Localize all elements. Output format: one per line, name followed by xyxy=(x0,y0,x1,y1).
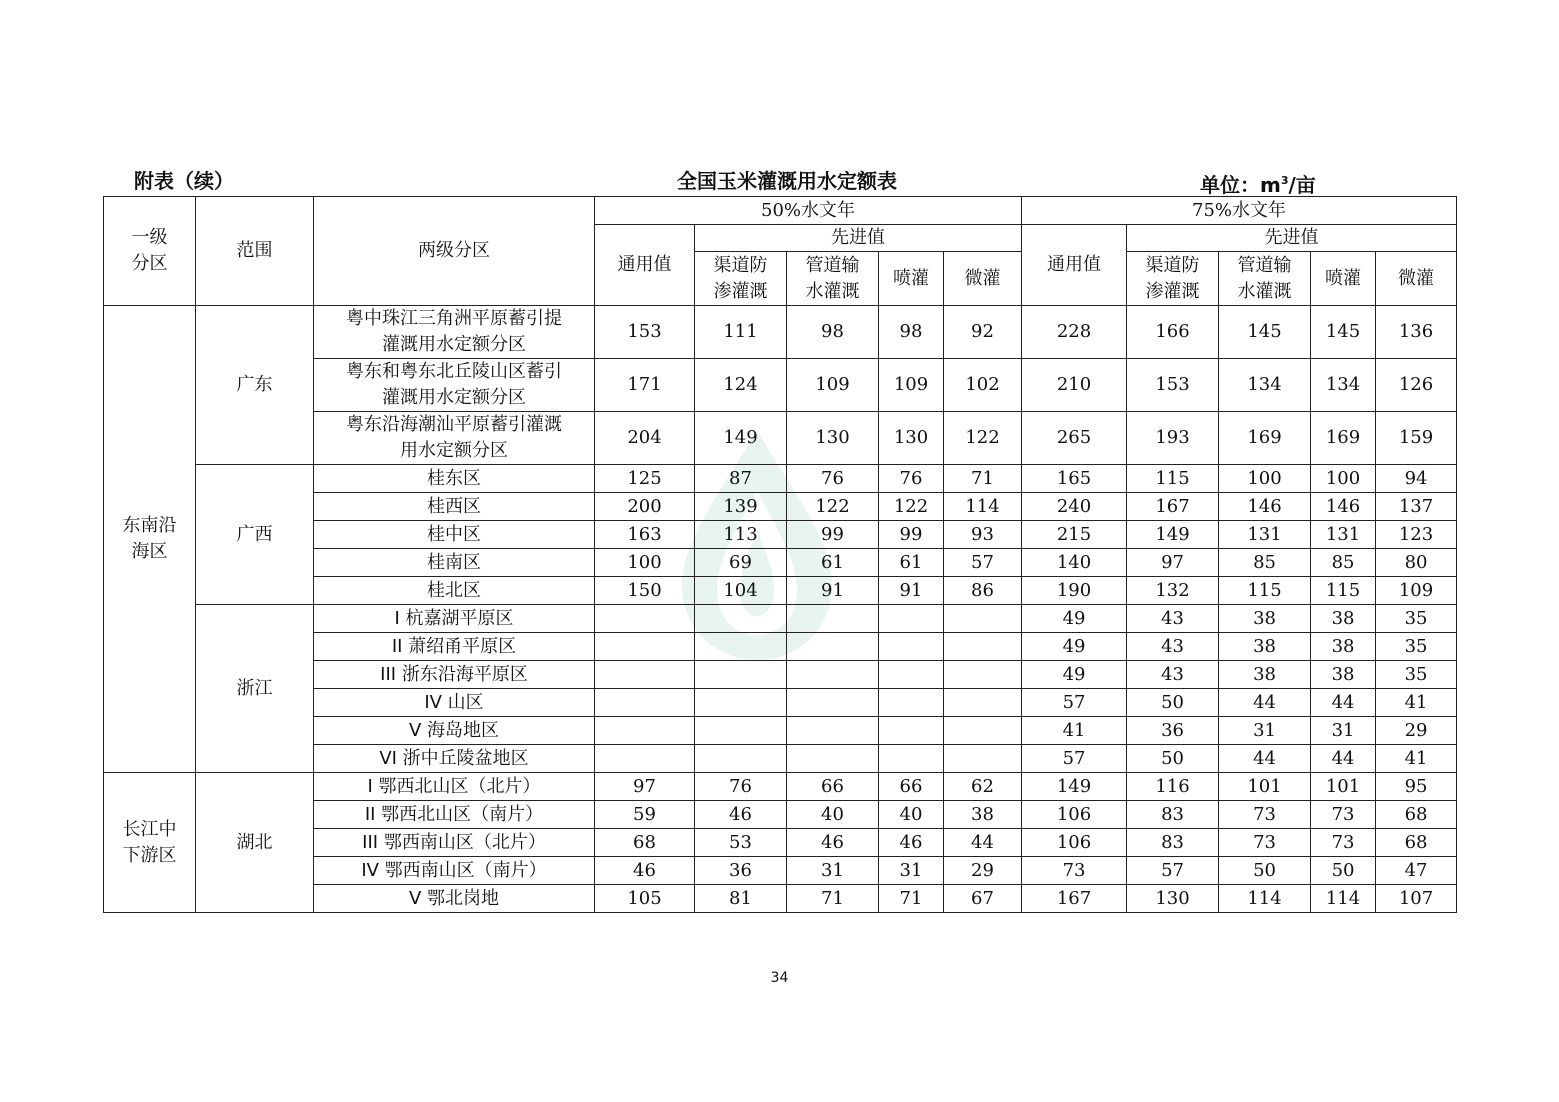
header-general-75: 通用值 xyxy=(1022,225,1127,306)
value-pipe-75: 145 xyxy=(1219,306,1311,359)
value-sprinkler-50 xyxy=(879,633,944,661)
header-scope: 范围 xyxy=(196,197,314,306)
value-canal-50: 111 xyxy=(695,306,787,359)
value-pipe-50 xyxy=(787,633,879,661)
value-micro-75: 35 xyxy=(1376,633,1457,661)
level2-region: II 萧绍甬平原区 xyxy=(314,633,595,661)
level2-region: IV 鄂西南山区（南片） xyxy=(314,857,595,885)
level1-region: 东南沿 海区 xyxy=(104,306,196,773)
value-micro-50 xyxy=(944,689,1022,717)
value-canal-75: 50 xyxy=(1127,689,1219,717)
header-pipe-50: 管道输 水灌溉 xyxy=(787,252,879,306)
value-pipe-50 xyxy=(787,661,879,689)
value-general-75: 49 xyxy=(1022,633,1127,661)
value-pipe-75: 38 xyxy=(1219,661,1311,689)
value-pipe-50 xyxy=(787,717,879,745)
level2-region: V 鄂北岗地 xyxy=(314,885,595,913)
value-canal-50: 149 xyxy=(695,412,787,465)
level2-region: 桂南区 xyxy=(314,549,595,577)
value-canal-50 xyxy=(695,661,787,689)
value-sprinkler-50 xyxy=(879,745,944,773)
value-canal-50 xyxy=(695,633,787,661)
value-sprinkler-75: 38 xyxy=(1311,633,1376,661)
value-canal-75: 149 xyxy=(1127,521,1219,549)
value-sprinkler-50: 122 xyxy=(879,493,944,521)
value-pipe-50: 99 xyxy=(787,521,879,549)
value-canal-75: 166 xyxy=(1127,306,1219,359)
value-canal-50: 104 xyxy=(695,577,787,605)
header-group-50: 50%水文年 xyxy=(595,197,1022,225)
value-general-50: 150 xyxy=(595,577,695,605)
value-general-50 xyxy=(595,661,695,689)
value-micro-50: 38 xyxy=(944,801,1022,829)
header-advanced-75: 先进值 xyxy=(1127,225,1457,252)
table-row xyxy=(104,465,1457,493)
value-general-75: 57 xyxy=(1022,745,1127,773)
header-sprinkler-75: 喷灌 xyxy=(1311,252,1376,306)
level2-region: I 杭嘉湖平原区 xyxy=(314,605,595,633)
value-canal-75: 83 xyxy=(1127,801,1219,829)
value-micro-75: 35 xyxy=(1376,605,1457,633)
value-canal-75: 43 xyxy=(1127,605,1219,633)
value-pipe-75: 101 xyxy=(1219,773,1311,801)
value-canal-50: 46 xyxy=(695,801,787,829)
value-pipe-50: 71 xyxy=(787,885,879,913)
table-row xyxy=(104,306,1457,359)
value-sprinkler-75: 146 xyxy=(1311,493,1376,521)
value-micro-75: 136 xyxy=(1376,306,1457,359)
value-micro-75: 109 xyxy=(1376,577,1457,605)
value-sprinkler-50: 66 xyxy=(879,773,944,801)
value-canal-75: 167 xyxy=(1127,493,1219,521)
value-micro-75: 107 xyxy=(1376,885,1457,913)
value-canal-75: 130 xyxy=(1127,885,1219,913)
value-pipe-75: 73 xyxy=(1219,829,1311,857)
value-micro-50 xyxy=(944,633,1022,661)
value-sprinkler-75: 100 xyxy=(1311,465,1376,493)
value-general-75: 41 xyxy=(1022,717,1127,745)
level2-region: 桂中区 xyxy=(314,521,595,549)
value-general-75: 165 xyxy=(1022,465,1127,493)
value-pipe-50: 66 xyxy=(787,773,879,801)
table-row xyxy=(104,605,1457,633)
value-sprinkler-75: 114 xyxy=(1311,885,1376,913)
value-general-50: 46 xyxy=(595,857,695,885)
value-canal-50 xyxy=(695,717,787,745)
value-sprinkler-75: 38 xyxy=(1311,605,1376,633)
value-canal-50: 76 xyxy=(695,773,787,801)
value-sprinkler-75: 85 xyxy=(1311,549,1376,577)
value-canal-75: 97 xyxy=(1127,549,1219,577)
value-canal-50: 69 xyxy=(695,549,787,577)
value-micro-75: 137 xyxy=(1376,493,1457,521)
table-row xyxy=(104,773,1457,801)
value-micro-50: 93 xyxy=(944,521,1022,549)
value-general-75: 215 xyxy=(1022,521,1127,549)
value-sprinkler-50: 61 xyxy=(879,549,944,577)
value-pipe-75: 114 xyxy=(1219,885,1311,913)
irrigation-quota-table xyxy=(103,196,1457,913)
level2-region: IV 山区 xyxy=(314,689,595,717)
value-micro-75: 123 xyxy=(1376,521,1457,549)
level2-region: II 鄂西北山区（南片） xyxy=(314,801,595,829)
level2-region: I 鄂西北山区（北片） xyxy=(314,773,595,801)
value-canal-75: 36 xyxy=(1127,717,1219,745)
value-pipe-75: 38 xyxy=(1219,633,1311,661)
value-micro-50: 57 xyxy=(944,549,1022,577)
header-sprinkler-50: 喷灌 xyxy=(879,252,944,306)
value-general-75: 49 xyxy=(1022,661,1127,689)
value-pipe-50: 76 xyxy=(787,465,879,493)
value-sprinkler-50 xyxy=(879,689,944,717)
value-sprinkler-75: 131 xyxy=(1311,521,1376,549)
value-canal-50: 113 xyxy=(695,521,787,549)
value-micro-75: 47 xyxy=(1376,857,1457,885)
value-pipe-75: 73 xyxy=(1219,801,1311,829)
value-micro-50 xyxy=(944,661,1022,689)
table-caption-left: 附表（续） xyxy=(134,169,234,193)
value-general-75: 240 xyxy=(1022,493,1127,521)
value-general-50: 105 xyxy=(595,885,695,913)
value-general-50: 163 xyxy=(595,521,695,549)
value-sprinkler-50: 98 xyxy=(879,306,944,359)
value-micro-50: 29 xyxy=(944,857,1022,885)
value-general-50: 200 xyxy=(595,493,695,521)
value-micro-75: 126 xyxy=(1376,359,1457,412)
value-micro-75: 35 xyxy=(1376,661,1457,689)
value-canal-50: 124 xyxy=(695,359,787,412)
value-canal-75: 43 xyxy=(1127,661,1219,689)
value-pipe-75: 134 xyxy=(1219,359,1311,412)
value-sprinkler-75: 115 xyxy=(1311,577,1376,605)
value-canal-50: 87 xyxy=(695,465,787,493)
scope-cell: 湖北 xyxy=(196,773,314,913)
value-pipe-75: 31 xyxy=(1219,717,1311,745)
value-pipe-75: 38 xyxy=(1219,605,1311,633)
value-pipe-50: 109 xyxy=(787,359,879,412)
value-canal-75: 115 xyxy=(1127,465,1219,493)
value-general-50: 68 xyxy=(595,829,695,857)
header-group-75: 75%水文年 xyxy=(1022,197,1457,225)
value-canal-75: 83 xyxy=(1127,829,1219,857)
value-sprinkler-75: 38 xyxy=(1311,661,1376,689)
level2-region: 粤东和粤东北丘陵山区蓄引 灌溉用水定额分区 xyxy=(314,359,595,412)
value-general-75: 265 xyxy=(1022,412,1127,465)
value-sprinkler-75: 73 xyxy=(1311,829,1376,857)
value-pipe-75: 85 xyxy=(1219,549,1311,577)
value-general-75: 140 xyxy=(1022,549,1127,577)
value-pipe-50 xyxy=(787,689,879,717)
value-sprinkler-75: 44 xyxy=(1311,689,1376,717)
header-canal-75: 渠道防 渗灌溉 xyxy=(1127,252,1219,306)
value-pipe-75: 50 xyxy=(1219,857,1311,885)
value-pipe-50: 130 xyxy=(787,412,879,465)
value-sprinkler-50: 46 xyxy=(879,829,944,857)
value-canal-75: 57 xyxy=(1127,857,1219,885)
unit-label: 单位：$m^3/$亩 xyxy=(1200,173,1316,197)
value-general-50 xyxy=(595,689,695,717)
value-pipe-50: 61 xyxy=(787,549,879,577)
value-micro-75: 95 xyxy=(1376,773,1457,801)
value-general-75: 149 xyxy=(1022,773,1127,801)
table-body xyxy=(104,306,1457,913)
value-sprinkler-50: 71 xyxy=(879,885,944,913)
value-sprinkler-75: 134 xyxy=(1311,359,1376,412)
level2-region: III 鄂西南山区（北片） xyxy=(314,829,595,857)
value-sprinkler-50: 91 xyxy=(879,577,944,605)
level2-region: V 海岛地区 xyxy=(314,717,595,745)
value-pipe-50: 91 xyxy=(787,577,879,605)
value-micro-75: 41 xyxy=(1376,689,1457,717)
value-micro-50: 71 xyxy=(944,465,1022,493)
value-canal-50: 81 xyxy=(695,885,787,913)
header-pipe-75: 管道输 水灌溉 xyxy=(1219,252,1311,306)
value-sprinkler-50 xyxy=(879,605,944,633)
value-general-75: 167 xyxy=(1022,885,1127,913)
value-pipe-75: 115 xyxy=(1219,577,1311,605)
value-general-75: 57 xyxy=(1022,689,1127,717)
value-micro-75: 41 xyxy=(1376,745,1457,773)
value-pipe-50: 40 xyxy=(787,801,879,829)
scope-cell: 广西 xyxy=(196,465,314,605)
value-sprinkler-75: 50 xyxy=(1311,857,1376,885)
level2-region: 桂北区 xyxy=(314,577,595,605)
value-general-50: 171 xyxy=(595,359,695,412)
value-canal-50: 36 xyxy=(695,857,787,885)
value-sprinkler-50: 130 xyxy=(879,412,944,465)
value-sprinkler-50: 76 xyxy=(879,465,944,493)
value-micro-50 xyxy=(944,605,1022,633)
level2-region: 桂西区 xyxy=(314,493,595,521)
value-micro-75: 29 xyxy=(1376,717,1457,745)
value-micro-50: 44 xyxy=(944,829,1022,857)
value-sprinkler-50: 109 xyxy=(879,359,944,412)
value-canal-75: 132 xyxy=(1127,577,1219,605)
value-micro-75: 80 xyxy=(1376,549,1457,577)
header-canal-50: 渠道防 渗灌溉 xyxy=(695,252,787,306)
value-canal-50 xyxy=(695,689,787,717)
value-sprinkler-75: 145 xyxy=(1311,306,1376,359)
value-general-50 xyxy=(595,745,695,773)
value-sprinkler-75: 101 xyxy=(1311,773,1376,801)
value-canal-50: 139 xyxy=(695,493,787,521)
value-pipe-50: 98 xyxy=(787,306,879,359)
value-general-50: 153 xyxy=(595,306,695,359)
level2-region: 粤中珠江三角洲平原蓄引提 灌溉用水定额分区 xyxy=(314,306,595,359)
value-general-75: 210 xyxy=(1022,359,1127,412)
level2-region: VI 浙中丘陵盆地区 xyxy=(314,745,595,773)
value-general-75: 228 xyxy=(1022,306,1127,359)
value-micro-50 xyxy=(944,745,1022,773)
value-pipe-75: 44 xyxy=(1219,689,1311,717)
header-advanced-50: 先进值 xyxy=(695,225,1022,252)
value-micro-50: 86 xyxy=(944,577,1022,605)
value-micro-50: 92 xyxy=(944,306,1022,359)
value-canal-75: 43 xyxy=(1127,633,1219,661)
value-general-75: 106 xyxy=(1022,829,1127,857)
value-micro-50: 114 xyxy=(944,493,1022,521)
value-general-50 xyxy=(595,717,695,745)
value-micro-75: 94 xyxy=(1376,465,1457,493)
value-canal-50 xyxy=(695,745,787,773)
value-micro-75: 68 xyxy=(1376,829,1457,857)
value-canal-50: 53 xyxy=(695,829,787,857)
value-general-75: 73 xyxy=(1022,857,1127,885)
value-canal-75: 50 xyxy=(1127,745,1219,773)
value-sprinkler-50: 99 xyxy=(879,521,944,549)
value-canal-75: 116 xyxy=(1127,773,1219,801)
scope-cell: 广东 xyxy=(196,306,314,465)
value-sprinkler-50 xyxy=(879,661,944,689)
value-general-75: 190 xyxy=(1022,577,1127,605)
header-micro-50: 微灌 xyxy=(944,252,1022,306)
value-pipe-75: 44 xyxy=(1219,745,1311,773)
value-micro-75: 159 xyxy=(1376,412,1457,465)
value-canal-75: 153 xyxy=(1127,359,1219,412)
value-sprinkler-50 xyxy=(879,717,944,745)
value-pipe-50: 46 xyxy=(787,829,879,857)
level2-region: III 浙东沿海平原区 xyxy=(314,661,595,689)
value-general-50: 125 xyxy=(595,465,695,493)
value-sprinkler-75: 73 xyxy=(1311,801,1376,829)
value-general-50: 204 xyxy=(595,412,695,465)
header-level1: 一级 分区 xyxy=(104,197,196,306)
value-sprinkler-75: 44 xyxy=(1311,745,1376,773)
value-pipe-75: 169 xyxy=(1219,412,1311,465)
value-canal-75: 193 xyxy=(1127,412,1219,465)
table-title: 全国玉米灌溉用水定额表 xyxy=(677,169,897,193)
value-pipe-75: 146 xyxy=(1219,493,1311,521)
value-pipe-50: 31 xyxy=(787,857,879,885)
value-pipe-50: 122 xyxy=(787,493,879,521)
value-sprinkler-50: 40 xyxy=(879,801,944,829)
level1-region: 长江中 下游区 xyxy=(104,773,196,913)
header-general-50: 通用值 xyxy=(595,225,695,306)
value-sprinkler-75: 169 xyxy=(1311,412,1376,465)
header-micro-75: 微灌 xyxy=(1376,252,1457,306)
value-micro-50: 62 xyxy=(944,773,1022,801)
value-micro-50: 122 xyxy=(944,412,1022,465)
value-general-50: 59 xyxy=(595,801,695,829)
value-micro-75: 68 xyxy=(1376,801,1457,829)
value-pipe-75: 131 xyxy=(1219,521,1311,549)
value-general-75: 106 xyxy=(1022,801,1127,829)
value-canal-50 xyxy=(695,605,787,633)
value-pipe-50 xyxy=(787,745,879,773)
value-micro-50: 102 xyxy=(944,359,1022,412)
value-sprinkler-75: 31 xyxy=(1311,717,1376,745)
scope-cell: 浙江 xyxy=(196,605,314,773)
value-micro-50 xyxy=(944,717,1022,745)
level2-region: 桂东区 xyxy=(314,465,595,493)
value-sprinkler-50: 31 xyxy=(879,857,944,885)
value-pipe-50 xyxy=(787,605,879,633)
value-general-75: 49 xyxy=(1022,605,1127,633)
header-level2: 两级分区 xyxy=(314,197,595,306)
value-pipe-75: 100 xyxy=(1219,465,1311,493)
value-general-50 xyxy=(595,605,695,633)
value-general-50: 97 xyxy=(595,773,695,801)
value-general-50: 100 xyxy=(595,549,695,577)
page-number: 34 xyxy=(770,970,789,986)
level2-region: 粤东沿海潮汕平原蓄引灌溉 用水定额分区 xyxy=(314,412,595,465)
value-general-50 xyxy=(595,633,695,661)
value-micro-50: 67 xyxy=(944,885,1022,913)
